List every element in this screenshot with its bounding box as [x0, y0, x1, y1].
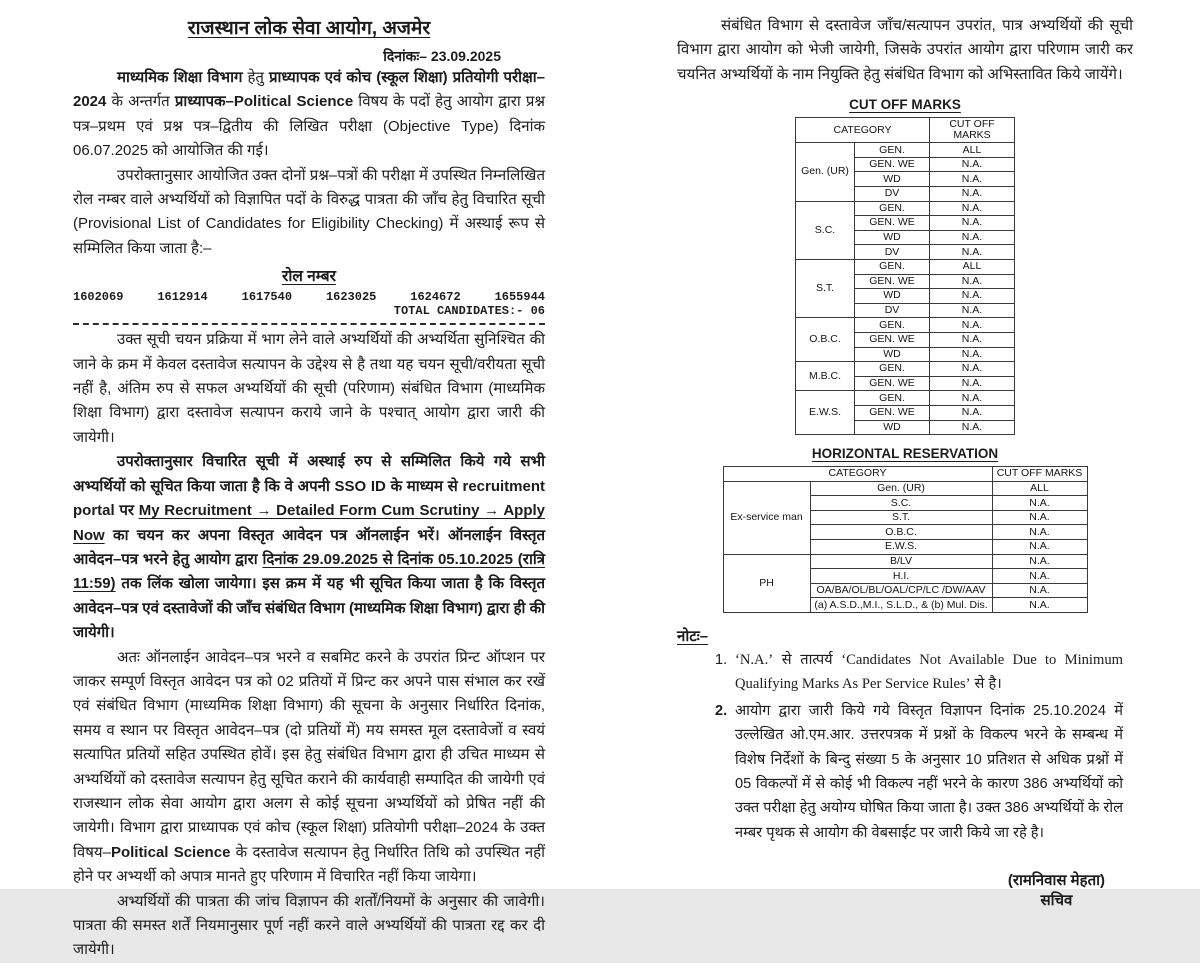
category-group-cell: PH: [723, 554, 810, 612]
paragraph-print-instructions: अतः ऑनलाईन आवेदन–पत्र भरने व सबमिट करने के उपरांत प्रिन्ट ऑप्शन पर जाकर सम्पूर्ण विस्तृत आवेदन पत्र को 02 प्रतियों में प्रिन्ट कर अपने पास संभाल कर रखें एवं संबंधित विभाग (माध्यमिक शिक्षा विभाग) की सूचना के अनुसार निर्धारित दिनांक, समय व स्थान पर विस्तृत आवेदन–पत्र (दो प्रतियों में) मय समस्त मूल दस्तावेजों व स्वयं सत्यापित प्रतियों सहित उपस्थित होवें। इस हेतु संबंधित विभाग द्वारा ही उचित माध्यम से अभ्यर्थियों को दस्तावेज सत्यापन हेतु सूचित कराने की कार्यवाही सम्पादित की जायेगी एवं राजस्थान लोक सेवा आयोग द्वारा अलग से कोई सूचना अभ्यर्थियों को प्रेषित नहीं की जायेगी। विभाग द्वारा प्राध्यापक एवं कोच (स्कूल शिक्षा) प्रतियोगी परीक्षा–2024 के उक्त विषय–Political Science के दस्तावेज सत्यापन हेतु निर्धारित तिथि को उपस्थित नहीं होने पर अभ्यर्थी को अपात्र मानते हुए परिणाम में विचारित नहीं किया जायेगा।: [73, 648, 546, 886]
cutoff-header-cell: CUT OFF MARKS: [992, 467, 1087, 482]
category-header-cell: CATEGORY: [723, 467, 992, 482]
cutoff-value-cell: N.A.: [930, 347, 1015, 362]
subcategory-cell: WD: [855, 172, 930, 187]
note-number: 2.: [715, 702, 728, 719]
subcategory-cell: H.I.: [810, 569, 992, 584]
roll-number: 1612914: [157, 290, 208, 305]
subcategory-cell: WD: [855, 347, 930, 362]
recruitment-path-underline: My Recruitment → Detailed Form Cum Scrutiny → Apply Now: [73, 502, 545, 544]
horizontal-reservation-heading: HORIZONTAL RESERVATION: [811, 446, 999, 462]
roll-numbers-row: [73, 290, 545, 304]
cutoff-value-cell: N.A.: [930, 172, 1015, 187]
paragraph-exam-intro: माध्यमिक शिक्षा विभाग हेतु प्राध्यापक एवं कोच (स्कूल शिक्षा) प्रतियोगी परीक्षा–2024 के अन्तर्गत प्राध्यापक–Political Science विषय के पदों हेतु आयोग द्वारा प्रश्न पत्र–प्रथम एवं प्रश्न पत्र–द्वितीय की लिखित परीक्षा (Objective Type) दिनांक 06.07.2025 को आयोजित की गई।: [73, 69, 546, 160]
subcategory-cell: S.C.: [810, 496, 992, 511]
subcategory-cell: DV: [855, 303, 930, 318]
subcategory-cell: GEN.: [855, 259, 930, 274]
subcategory-cell: GEN.: [855, 318, 930, 333]
subcategory-cell: B/LV: [810, 554, 992, 569]
subcategory-cell: DV: [855, 187, 930, 202]
subcategory-cell: GEN.: [855, 143, 930, 158]
subcategory-cell: WD: [855, 230, 930, 245]
roll-number-heading: रोल नम्बर: [282, 268, 336, 286]
link-dates-underline: दिनांक 29.09.2025 से दिनांक 05.10.2025 (रात्रि 11:59): [73, 550, 545, 593]
table-row: [796, 391, 1015, 406]
subcategory-cell: GEN.: [855, 201, 930, 216]
subcategory-cell: GEN. WE: [855, 332, 930, 347]
category-group-cell: Gen. (UR): [796, 143, 855, 201]
roll-number: 1602069: [73, 290, 124, 305]
cutoff-value-cell: N.A.: [930, 391, 1015, 406]
subcategory-cell: GEN.: [855, 362, 930, 377]
note-text: ‘N.A.’ से तात्पर्य ‘Candidates Not Available Due to Minimum Qualifying Marks As Per Service Rules’ से है।: [735, 652, 1123, 693]
table-row: [796, 201, 1015, 216]
cutoff-header-cell: CUT OFF MARKS: [930, 118, 1015, 143]
category-group-cell: Ex-service man: [723, 481, 810, 554]
paragraph-department-verification: संबंधित विभाग से दस्तावेज जाँच/सत्यापन उपरांत, पात्र अभ्यर्थियों की सूची विभाग द्वारा आयोग को भेजी जायेगी, जिसके उपरांत आयोग द्वारा परिणाम जारी कर चयनित अभ्यर्थियों के नाम नियुक्ति हेतु संबंधित विभाग को अभिस्तावित किये जायेंगे।: [677, 17, 1133, 83]
cutoff-value-cell: N.A.: [930, 289, 1015, 304]
category-group-cell: O.B.C.: [796, 318, 855, 362]
subcategory-cell: GEN. WE: [855, 274, 930, 289]
cutoff-marks-table: [795, 117, 1015, 435]
subcategory-cell: (a) A.S.D.,M.I., S.L.D., & (b) Mul. Dis.: [810, 598, 992, 613]
page-title-text: राजस्थान लोक सेवा आयोग, अजमेर: [187, 18, 431, 39]
category-header-cell: CATEGORY: [796, 118, 930, 143]
paragraph-sso-instructions: उपरोक्तानुसार विचारित सूची में अस्थाई रुप से सम्मिलित किये गये सभी अभ्यर्थियों को सूचित किया जाता है कि वे अपनी SSO ID के माध्यम से recruitment portal पर My Recruitment → Detailed Form Cum Scrutiny → Apply Now का चयन कर अपना विस्तृत आवेदन पत्र ऑनलाईन भरें। ऑनलाईन विस्तृत आवेदन–पत्र भरने हेतु आयोग द्वारा दिनांक 29.09.2025 से दिनांक 05.10.2025 (रात्रि 11:59) तक लिंक खोला जायेगा। इस क्रम में यह भी सूचित किया जाता है कि विस्तृत आवेदन–पत्र एवं दस्तावेजों की जाँच संबंधित विभाग (माध्यमिक शिक्षा विभाग) द्वारा ही की जायेगी।: [73, 453, 545, 642]
cutoff-value-cell: N.A.: [992, 540, 1087, 555]
subcategory-cell: GEN.: [855, 391, 930, 406]
cutoff-value-cell: N.A.: [992, 525, 1087, 540]
horizontal-reservation-table: [723, 466, 1088, 613]
signature-block: [1008, 871, 1105, 911]
subcategory-cell: GEN. WE: [855, 376, 930, 391]
table-row: [723, 554, 1087, 569]
note-number: 1.: [715, 652, 728, 669]
table-row: [796, 143, 1015, 158]
roll-number: 1617540: [241, 290, 293, 305]
category-group-cell: E.W.S.: [796, 391, 855, 435]
subcategory-cell: GEN. WE: [855, 405, 930, 420]
category-group-cell: S.C.: [796, 201, 855, 259]
cutoff-value-cell: N.A.: [930, 318, 1015, 333]
cutoff-marks-heading: CUT OFF MARKS: [849, 97, 961, 113]
cutoff-value-cell: N.A.: [992, 569, 1087, 584]
cutoff-value-cell: N.A.: [930, 405, 1015, 420]
roll-number: 1623025: [325, 290, 377, 305]
cutoff-value-cell: N.A.: [930, 420, 1015, 435]
cutoff-value-cell: N.A.: [930, 157, 1015, 172]
cutoff-value-cell: ALL: [992, 481, 1087, 496]
signature-title: सचिव: [1040, 892, 1073, 910]
cutoff-value-cell: ALL: [930, 259, 1015, 274]
cutoff-value-cell: N.A.: [930, 274, 1015, 289]
paragraph-provisional-list: उपरोक्तानुसार आयोजित उक्त दोनों प्रश्न–पत्रों की परीक्षा में उपस्थित निम्नलिखित रोल नम्बर वाले अभ्यर्थियों को विज्ञापित पदों के विरुद्ध पात्रता की जाँच हेतु विचारित सूची (Provisional List of Candidates for Eligibility Checking) में अस्थाई रूप से सम्मिलित किया जाता है:–: [73, 166, 545, 257]
table-header-row: [723, 467, 1087, 482]
cutoff-value-cell: N.A.: [930, 376, 1015, 391]
note-label: नोटः–: [677, 628, 709, 646]
paragraph-selection-purpose: उक्त सूची चयन प्रक्रिया में भाग लेने वाले अभ्यर्थियों की अभ्यर्थिता सुनिश्चित की जाने के क्रम में केवल दस्तावेज सत्यापन के उद्देश्य से है तथा यह चयन सूची/वरीयता सूची नहीं है, अंतिम रुप से सफल अभ्यर्थियों की सूची (परिणाम) संबंधित विभाग (माध्यमिक शिक्षा विभाग) द्वारा दस्तावेज सत्यापन कराये जाने के पश्चात् आयोग द्वारा जारी की जायेगी।: [73, 331, 545, 446]
cutoff-value-cell: N.A.: [930, 230, 1015, 245]
dashed-divider: [73, 323, 545, 325]
subcategory-cell: GEN. WE: [855, 216, 930, 231]
cutoff-value-cell: N.A.: [992, 598, 1087, 613]
note-item-2: [715, 699, 1133, 845]
cutoff-value-cell: N.A.: [992, 583, 1087, 598]
subcategory-cell: S.T.: [810, 510, 992, 525]
subcategory-cell: DV: [855, 245, 930, 260]
subcategory-cell: WD: [855, 420, 930, 435]
cutoff-value-cell: N.A.: [930, 362, 1015, 377]
cutoff-value-cell: N.A.: [930, 201, 1015, 216]
cutoff-value-cell: N.A.: [930, 216, 1015, 231]
table-header-row: [796, 118, 1015, 143]
cutoff-value-cell: N.A.: [992, 554, 1087, 569]
subcategory-cell: Gen. (UR): [810, 481, 992, 496]
subcategory-cell: OA/BA/OL/BL/OAL/CP/LC /DW/AAV: [810, 583, 992, 598]
note-item-1: [715, 648, 1133, 697]
cutoff-value-cell: N.A.: [992, 510, 1087, 525]
table-row: [796, 318, 1015, 333]
category-group-cell: S.T.: [796, 259, 855, 317]
left-column: [73, 0, 545, 963]
right-column: [677, 0, 1133, 911]
date-line: दिनांकः– 23.09.2025: [383, 48, 501, 64]
subcategory-cell: WD: [855, 289, 930, 304]
roll-number: 1655944: [494, 290, 545, 305]
note-text: आयोग द्वारा जारी किये गये विस्तृत विज्ञापन दिनांक 25.10.2024 में उल्लेखित ओ.एम.आर. उत्तरपत्रक में प्रश्नों के विकल्प भरने के सम्बन्ध में विशेष निर्देशों के बिन्दु संख्या 5 के अनुसार 10 प्रतिशत से अधिक प्रश्नों में 05 विकल्पों में से कोई भी विकल्प नहीं भरने के कारण 386 अभ्यर्थियों को उक्त परीक्षा हेतु अयोग्य घोषित किया जाता है। उक्त 386 अभ्यर्थियों के रोल नम्बर पृथक से आयोग की वेबसाईट पर जारी किये जा रहे है।: [735, 702, 1123, 841]
cutoff-value-cell: N.A.: [930, 332, 1015, 347]
total-candidates: TOTAL CANDIDATES:- 06: [393, 304, 545, 319]
table-row: [723, 481, 1087, 496]
table-row: [796, 362, 1015, 377]
cutoff-value-cell: N.A.: [930, 245, 1015, 260]
cutoff-value-cell: N.A.: [992, 496, 1087, 511]
cutoff-value-cell: N.A.: [930, 303, 1015, 318]
subcategory-cell: O.B.C.: [810, 525, 992, 540]
roll-number: 1624672: [410, 290, 461, 305]
page-title: [73, 14, 545, 40]
category-group-cell: M.B.C.: [796, 362, 855, 391]
table-row: [796, 259, 1015, 274]
signature-name: (रामनिवास मेहता): [1007, 872, 1105, 890]
paragraph-eligibility-terms: अभ्यर्थियों की पात्रता की जांच विज्ञापन की शर्तों/नियमों के अनुसार की जावेगी। पात्रता की समस्त शर्तें नियमानुसार पूर्ण नहीं करने वाले अभ्यर्थियों की पात्रता रद्द कर दी जायेगी।: [73, 892, 545, 959]
cutoff-value-cell: N.A.: [930, 187, 1015, 202]
subcategory-cell: E.W.S.: [810, 540, 992, 555]
cutoff-value-cell: ALL: [930, 143, 1015, 158]
subcategory-cell: GEN. WE: [855, 157, 930, 172]
